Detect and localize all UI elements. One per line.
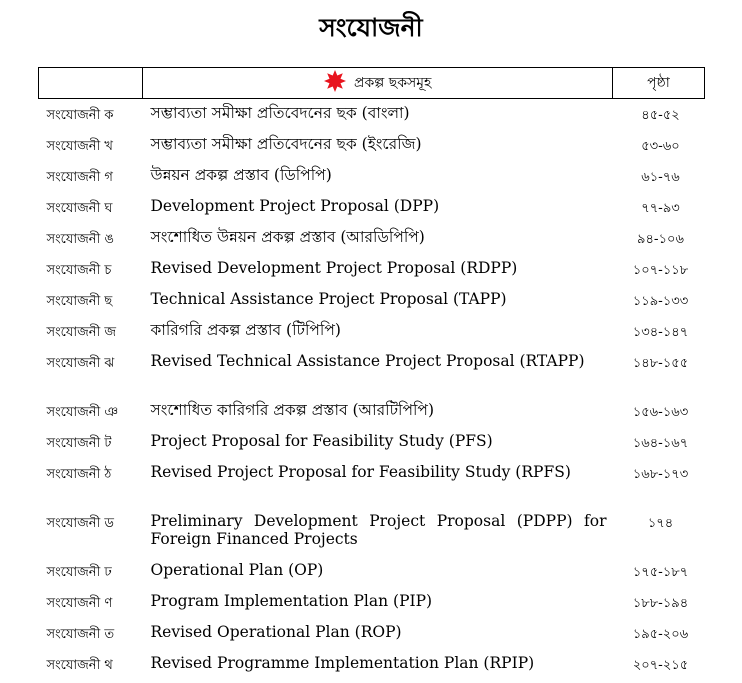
header-forms-cell (143, 68, 613, 99)
form-name: Preliminary Development Project Proposal (PDPP) for Foreign Financed Projects (150, 511, 607, 548)
page-title: সংযোজনী (319, 13, 423, 42)
header-blank-cell (39, 68, 143, 99)
table-row (39, 316, 705, 347)
table-row (39, 587, 705, 618)
page-range: ৯৪-১০৬ (637, 231, 684, 247)
header-forms-label: প্রকল্প ছকসমূহ (354, 75, 432, 91)
table-row (39, 556, 705, 587)
table-row (39, 161, 705, 192)
form-name: সংশোধিত উন্নয়ন প্রকল্প প্রস্তাব (আরডিপিপি) (150, 227, 425, 246)
appendix-label: সংযোজনী ণ (46, 595, 113, 611)
appendix-label: সংযোজনী জ (46, 324, 117, 340)
table-row (39, 223, 705, 254)
form-name: Operational Plan (OP) (150, 560, 324, 579)
table-row (39, 254, 705, 285)
appendix-label: সংযোজনী ড (46, 515, 114, 531)
appendix-label: সংযোজনী ত (46, 626, 115, 642)
table-header-row (39, 68, 705, 99)
page-range: ১৬৪-১৬৭ (632, 435, 689, 451)
appendix-label: সংযোজনী ঢ (46, 564, 112, 580)
page-range: ১৭৫-১৮৭ (632, 564, 689, 580)
appendix-label: সংযোজনী ঠ (46, 466, 112, 482)
form-name: কারিগরি প্রকল্প প্রস্তাব (টিপিপি) (150, 320, 341, 339)
page-range: ১৪৮-১৫৫ (632, 355, 689, 371)
appendix-table (38, 67, 705, 680)
appendix-label: সংযোজনী ঙ (46, 231, 114, 247)
red-star-icon (324, 70, 346, 96)
form-name: Technical Assistance Project Proposal (TAPP) (150, 289, 507, 308)
table-row (39, 427, 705, 458)
page-range: ৭৭-৯৩ (641, 200, 680, 216)
table-row (39, 99, 705, 130)
page-range: ২০৭-২১৫ (632, 657, 689, 673)
table-row (39, 507, 705, 556)
header-page-cell: পৃষ্ঠা (613, 68, 705, 99)
form-name: Revised Project Proposal for Feasibility Study (RPFS) (150, 462, 571, 481)
appendix-label: সংযোজনী গ (46, 169, 113, 185)
page-range: ১৭৪ (647, 515, 674, 531)
table-row (39, 396, 705, 427)
form-name: সম্ভাব্যতা সমীক্ষা প্রতিবেদনের ছক (বাংলা) (150, 104, 410, 122)
form-name: Program Implementation Plan (PIP) (150, 591, 433, 610)
form-name: সম্ভাব্যতা সমীক্ষা প্রতিবেদনের ছক (ইংরেজি) (150, 134, 422, 153)
table-row (39, 618, 705, 649)
appendix-label: সংযোজনী ট (46, 435, 112, 451)
form-name: Revised Development Project Proposal (RDPP) (150, 258, 518, 277)
page-range: ১৫৬-১৬৩ (632, 404, 689, 420)
appendix-label: সংযোজনী খ (46, 138, 113, 154)
form-name: Revised Programme Implementation Plan (RPIP) (150, 653, 535, 672)
form-name: উন্নয়ন প্রকল্প প্রস্তাব (ডিপিপি) (150, 165, 332, 184)
table-row (39, 285, 705, 316)
page-range: ১০৭-১১৮ (632, 262, 689, 278)
table-row (39, 347, 705, 396)
form-name: সংশোধিত কারিগরি প্রকল্প প্রস্তাব (আরটিপিপি) (150, 400, 434, 419)
table-row (39, 458, 705, 507)
appendix-label: সংযোজনী ঝ (46, 355, 115, 371)
page-range: ৪৫-৫২ (641, 108, 680, 123)
appendix-label: সংযোজনী ঞ (46, 404, 119, 420)
form-name: Revised Technical Assistance Project Proposal (RTAPP) (150, 351, 585, 370)
table-row (39, 192, 705, 223)
form-name: Development Project Proposal (DPP) (150, 196, 440, 215)
form-name: Project Proposal for Feasibility Study (PFS) (150, 431, 493, 450)
appendix-label: সংযোজনী ঘ (46, 200, 113, 216)
table-row (39, 130, 705, 161)
page-range: ১১৯-১৩৩ (632, 293, 689, 309)
page-range: ১৩৪-১৪৭ (632, 324, 689, 340)
page-range: ৬১-৭৬ (641, 169, 680, 185)
appendix-label: সংযোজনী ক (46, 108, 114, 123)
appendix-label: সংযোজনী চ (46, 262, 112, 278)
appendix-label: সংযোজনী থ (46, 657, 113, 673)
page-range: ১৬৮-১৭৩ (632, 466, 689, 482)
page-range: ১৮৮-১৯৪ (632, 595, 689, 611)
page-range: ৫৩-৬০ (641, 138, 680, 154)
page-range: ১৯৫-২০৬ (632, 626, 689, 642)
form-name: Revised Operational Plan (ROP) (150, 622, 402, 641)
appendix-label: সংযোজনী ছ (46, 293, 113, 309)
table-row (39, 649, 705, 680)
